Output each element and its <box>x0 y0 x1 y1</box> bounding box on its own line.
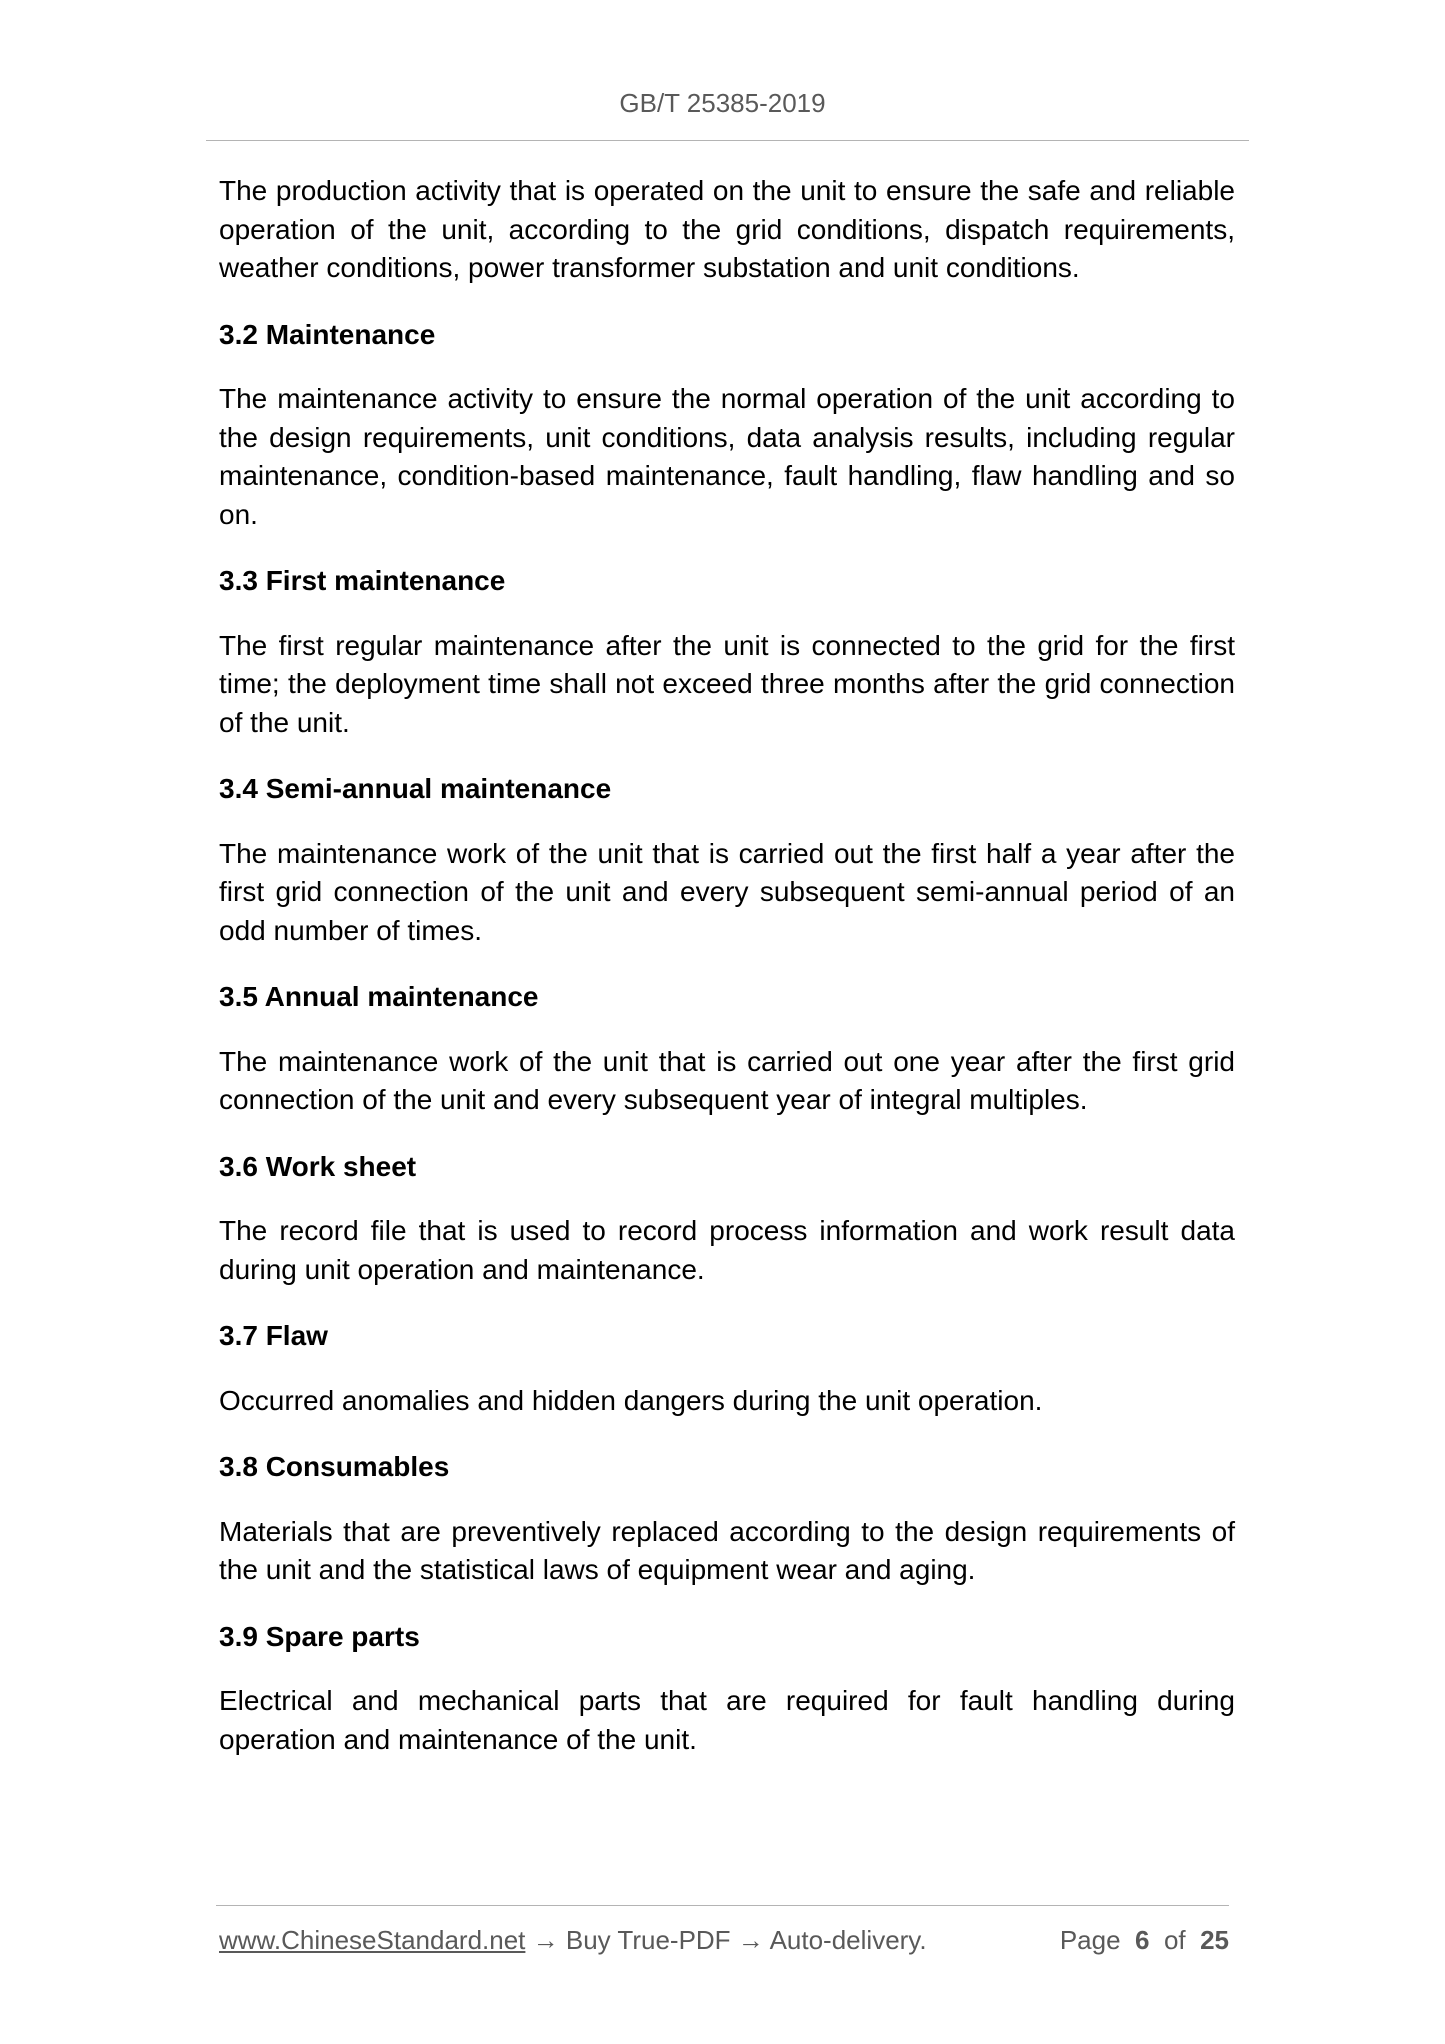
section-body-3-5: The maintenance work of the unit that is carried out one year after the first grid connection of the unit and every subsequent year of integral multiples. <box>219 1045 1235 1115</box>
section-body-3-9: Electrical and mechanical parts that are required for fault handling during operation and maintenance of the unit. <box>219 1685 1235 1755</box>
section-body-3-7: Occurred anomalies and hidden dangers during the unit operation. <box>219 1384 1043 1416</box>
section-heading-3-4: 3.4 Semi-annual maintenance <box>219 773 612 804</box>
footer-divider <box>216 1905 1229 1906</box>
header-divider <box>206 140 1249 141</box>
page-label: Page <box>1059 1925 1121 1955</box>
section-body-3-8: Materials that are preventively replaced according to the design requirements of the unit and the statistical laws of equipment wear and aging. <box>219 1515 1235 1585</box>
section-body-3-2: The maintenance activity to ensure the normal operation of the unit according to the design requirements, unit conditions, data analysis results, including regular maintenance, condition-based maintenance, fault handling, flaw handling and so on. <box>219 383 1235 530</box>
section-heading-3-7: 3.7 Flaw <box>219 1320 328 1351</box>
section-heading-3-5: 3.5 Annual maintenance <box>219 981 539 1012</box>
section-body-3-4: The maintenance work of the unit that is carried out the first half a year after the first grid connection of the unit and every subsequent semi-annual period of an odd number of times. <box>219 837 1235 946</box>
section-heading-3-6: 3.6 Work sheet <box>219 1150 417 1182</box>
page-of-label: of <box>1163 1925 1186 1955</box>
section-heading-3-8: 3.8 Consumables <box>219 1451 450 1482</box>
section-heading-3-9: 3.9 Spare parts <box>219 1620 420 1652</box>
document-body <box>219 172 1235 1787</box>
section-body-3-6: The record file that is used to record process information and work result data during unit operation and maintenance. <box>219 1215 1235 1285</box>
page-total: 25 <box>1200 1925 1229 1955</box>
page-counter <box>1060 1925 1229 1956</box>
section-intro-body: The production activity that is operated on the unit to ensure the safe and reliable operation of the unit, according to the grid conditions, dispatch requirements, weather conditions, power transformer substation and unit conditions. <box>219 175 1235 283</box>
footer-promo-text: → Buy True-PDF → Auto-delivery. <box>525 1925 927 1955</box>
section-body-3-3: The first regular maintenance after the unit is connected to the grid for the first time; the deployment time shall not exceed three months after the grid connection of the unit. <box>219 629 1235 738</box>
page-current: 6 <box>1135 1925 1150 1955</box>
footer-promo <box>219 1925 927 1956</box>
document-number: GB/T 25385-2019 <box>619 88 826 118</box>
page-header <box>0 88 1445 119</box>
section-heading-3-2: 3.2 Maintenance <box>219 318 436 350</box>
section-heading-3-3: 3.3 First maintenance <box>219 565 506 596</box>
website-link[interactable]: www.ChineseStandard.net <box>219 1925 526 1955</box>
